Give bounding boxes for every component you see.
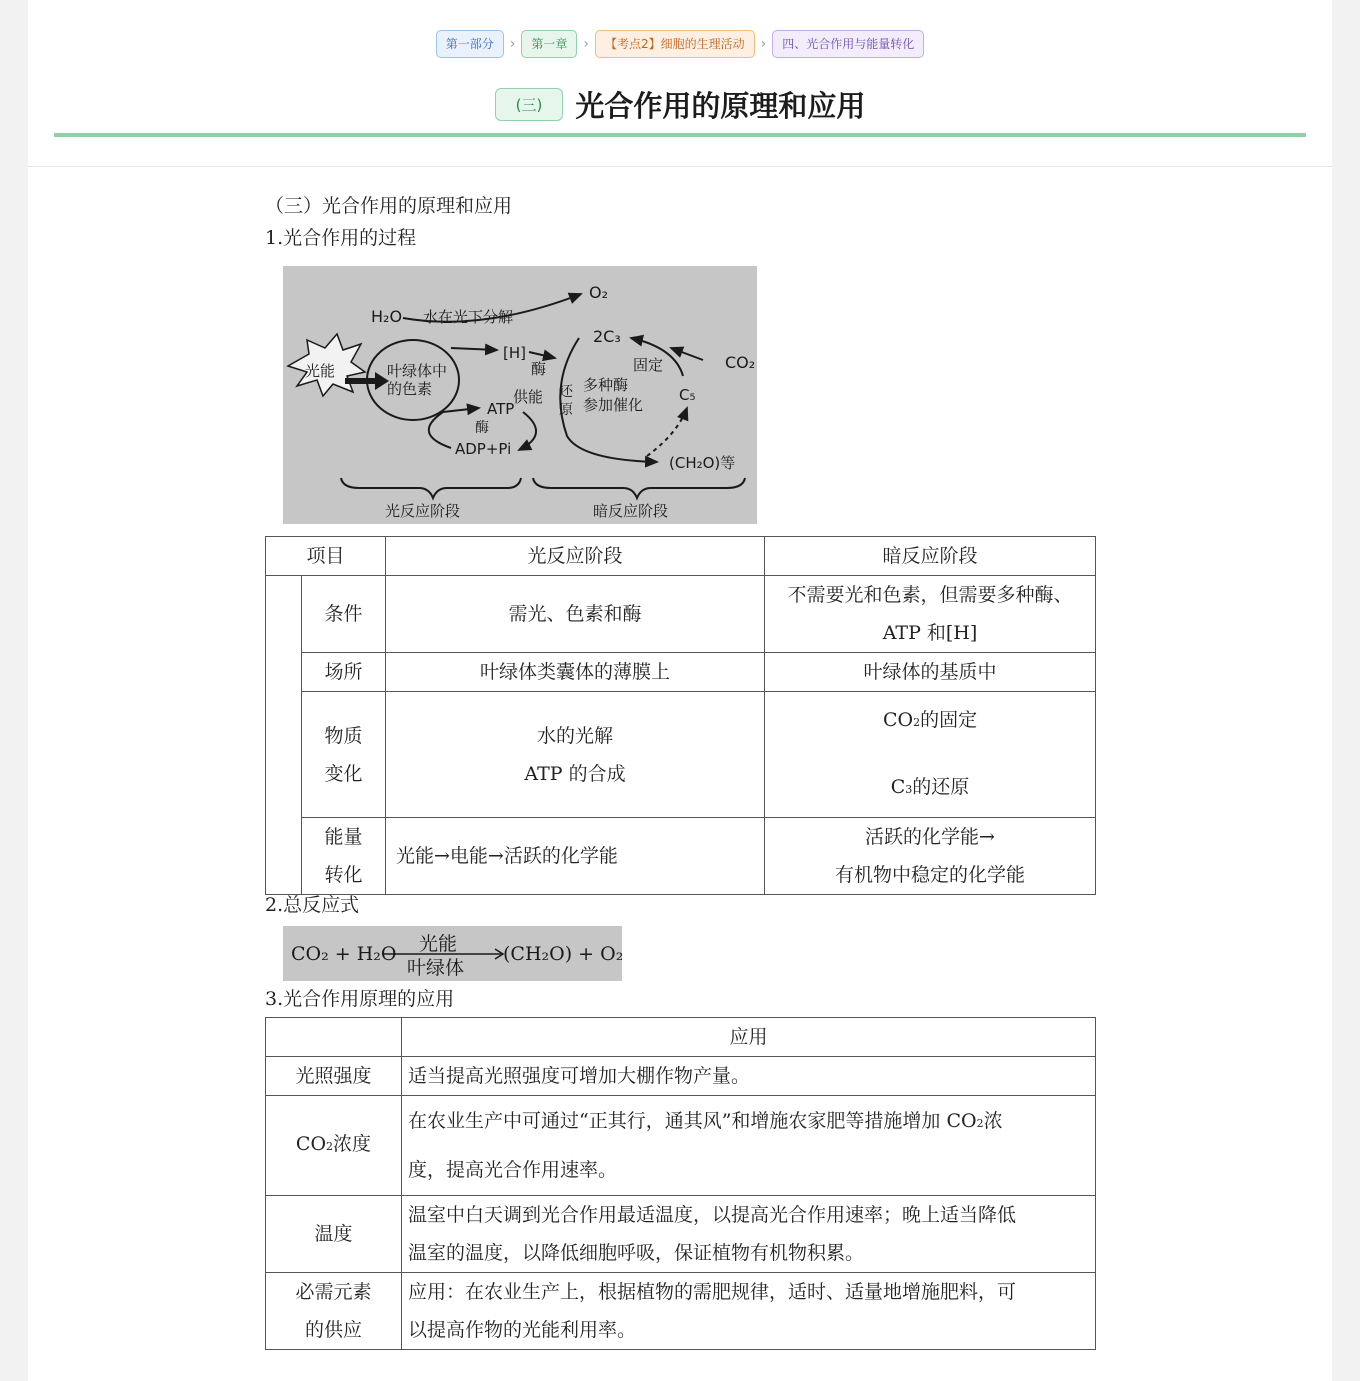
cell-line: ATP 的合成 xyxy=(524,762,626,785)
row-label: 场所 xyxy=(302,653,386,692)
table-row xyxy=(266,1096,1096,1196)
fig-dark-stage: 暗反应阶段 xyxy=(593,502,669,520)
title-badge: (三) xyxy=(495,88,564,121)
fig-ch2o: (CH₂O)等 xyxy=(669,454,736,472)
dark-stage-brace xyxy=(533,478,745,498)
application-table xyxy=(265,1017,1096,1350)
fig-light-stage: 光反应阶段 xyxy=(385,502,461,520)
cell-line: 度，提高光合作用速率。 xyxy=(408,1159,618,1181)
col-header-dark: 暗反应阶段 xyxy=(765,537,1096,576)
cell-line: 物质 xyxy=(324,724,363,747)
row-label xyxy=(302,692,386,818)
h-arrow-2 xyxy=(529,352,555,358)
equation-condition-bottom: 叶绿体 xyxy=(407,957,465,979)
equation-left: CO₂ + H₂O xyxy=(291,943,397,965)
header-divider xyxy=(28,166,1332,167)
breadcrumb-section[interactable]: 四、光合作用与能量转化 xyxy=(772,30,924,58)
table-row xyxy=(266,1196,1096,1273)
table-row xyxy=(266,537,1096,576)
equation-condition-top: 光能 xyxy=(419,933,458,955)
fig-supply: 供能 xyxy=(513,388,544,406)
row-label: 温度 xyxy=(266,1196,402,1273)
breadcrumb-topic[interactable]: 【考点2】细胞的生理活动 xyxy=(595,30,755,58)
text-run: 在农业生产中可通过“正其行，通其风”和增施农家肥等措施增加 CO xyxy=(408,1110,977,1132)
regeneration-arrow xyxy=(647,408,687,456)
row-label xyxy=(266,1273,402,1350)
cell-line: 活跃的化学能→ xyxy=(865,826,995,848)
section-3-heading: 3.光合作用原理的应用 xyxy=(265,988,455,1010)
overall-equation xyxy=(283,926,622,981)
fig-light: 光能 xyxy=(305,362,336,380)
table-row xyxy=(266,576,1096,653)
table-cell xyxy=(402,1096,1096,1196)
row-label xyxy=(266,1096,402,1196)
text-run: 的固定 xyxy=(920,708,978,731)
text-run: CO xyxy=(882,708,914,731)
table-cell xyxy=(402,1196,1096,1273)
breadcrumb-part[interactable]: 第一部分 xyxy=(436,30,504,58)
cell-line: 应用：在农业生产上，根据植物的需肥规律，适时、适量地增施肥料，可 xyxy=(408,1281,1017,1303)
light-stage-brace xyxy=(341,478,521,498)
breadcrumb-chapter[interactable]: 第一章 xyxy=(521,30,577,58)
table-row xyxy=(266,692,1096,818)
section-1-heading: 1.光合作用的过程 xyxy=(265,227,417,249)
fig-multi-enzyme-2: 参加催化 xyxy=(583,396,644,414)
merged-blank-cell xyxy=(266,576,302,895)
fig-multi-enzyme-1: 多种酶 xyxy=(583,376,629,394)
table-row xyxy=(266,1018,1096,1057)
section-2-heading: 2.总反应式 xyxy=(265,894,360,916)
fig-h: [H] xyxy=(503,344,526,362)
table-cell xyxy=(765,692,1096,818)
cell-line xyxy=(408,1098,1089,1147)
row-label xyxy=(302,818,386,895)
text-run: 浓度 xyxy=(333,1133,372,1155)
fig-fixation: 固定 xyxy=(633,356,664,374)
fig-co2: CO₂ xyxy=(725,353,756,372)
cell-line: 必需元素 xyxy=(295,1281,372,1303)
table-row xyxy=(266,1057,1096,1096)
cell-line: 变化 xyxy=(324,762,363,785)
text-run: CO xyxy=(295,1133,327,1155)
breadcrumb xyxy=(28,30,1332,58)
table-cell xyxy=(765,576,1096,653)
table-cell: 光能→电能→活跃的化学能 xyxy=(386,818,765,895)
subscript: 2 xyxy=(976,1117,984,1130)
cell-line: 转化 xyxy=(324,864,363,886)
cell-line: 能量 xyxy=(324,826,363,848)
page-title xyxy=(28,84,1332,125)
table-cell: 叶绿体类囊体的薄膜上 xyxy=(386,653,765,692)
chevron-right-icon: › xyxy=(583,36,589,52)
table-cell xyxy=(765,818,1096,895)
table-cell: 适当提高光照强度可增加大棚作物产量。 xyxy=(402,1057,1096,1096)
fig-reduce-1: 还 xyxy=(559,384,573,400)
cell-line xyxy=(771,768,1089,809)
text-run: 浓 xyxy=(983,1110,1003,1132)
fig-atp: ATP xyxy=(487,400,515,418)
cell-line: 温室中白天调到光合作用最适温度，以提高光合作用速率；晚上适当降低 xyxy=(408,1204,1017,1226)
fig-c3: 2C₃ xyxy=(593,327,621,346)
chevron-right-icon: › xyxy=(509,36,516,52)
blank-header-cell xyxy=(266,1018,402,1057)
fig-c5: C₅ xyxy=(679,386,696,404)
fig-pigment-line2: 的色素 xyxy=(387,380,433,398)
text-run: 的还原 xyxy=(912,775,970,798)
table-cell: 叶绿体的基质中 xyxy=(765,653,1096,692)
cell-line: 水的光解 xyxy=(537,724,614,747)
cell-line: 以提高作物的光能利用率。 xyxy=(408,1319,637,1341)
cell-line: 有机物中稳定的化学能 xyxy=(835,864,1026,886)
row-label: 光照强度 xyxy=(266,1057,402,1096)
table-row xyxy=(266,818,1096,895)
cell-line xyxy=(771,701,1089,742)
title-underline xyxy=(54,133,1306,137)
title-text: 光合作用的原理和应用 xyxy=(575,89,866,123)
cell-line: ATP 和[H] xyxy=(882,622,978,644)
fig-o2: O₂ xyxy=(589,283,609,302)
fig-adp: ADP+Pi xyxy=(455,440,512,458)
atp-cycle-right xyxy=(519,412,536,450)
text-run: C xyxy=(890,775,906,798)
equation-right: (CH₂O) + O₂ xyxy=(503,943,622,965)
photosynthesis-diagram xyxy=(283,266,757,524)
table-row xyxy=(266,1273,1096,1350)
chevron-right-icon: › xyxy=(760,36,767,52)
col-header-light: 光反应阶段 xyxy=(386,537,765,576)
co2-arrow xyxy=(671,348,703,360)
cell-line: 的供应 xyxy=(304,1319,362,1341)
fig-h2o: H₂O xyxy=(371,307,403,326)
col-header-application: 应用 xyxy=(402,1018,1096,1057)
document-card xyxy=(28,0,1332,1381)
fig-enzyme-2: 酶 xyxy=(475,420,489,436)
fig-reduce-2: 原 xyxy=(559,402,573,418)
subscript: 2 xyxy=(913,715,921,729)
h-arrow xyxy=(451,348,497,350)
subscript: 2 xyxy=(326,1140,334,1153)
fig-pigment-line1: 叶绿体中 xyxy=(387,362,448,380)
fig-water-split: 水在光下分解 xyxy=(423,308,514,326)
doc-heading: （三）光合作用的原理和应用 xyxy=(265,195,513,217)
table-cell: 需光、色素和酶 xyxy=(386,576,765,653)
fig-enzyme-1: 酶 xyxy=(531,360,547,378)
col-header-item: 项目 xyxy=(266,537,386,576)
table-cell xyxy=(402,1273,1096,1350)
row-label: 条件 xyxy=(302,576,386,653)
table-row xyxy=(266,653,1096,692)
comparison-table xyxy=(265,536,1096,895)
table-cell xyxy=(386,692,765,818)
cell-line: 温室的温度，以降低细胞呼吸，保证植物有机物积累。 xyxy=(408,1242,865,1264)
cell-line: 不需要光和色素，但需要多种酶、 xyxy=(787,584,1073,606)
subscript: 3 xyxy=(905,782,913,796)
